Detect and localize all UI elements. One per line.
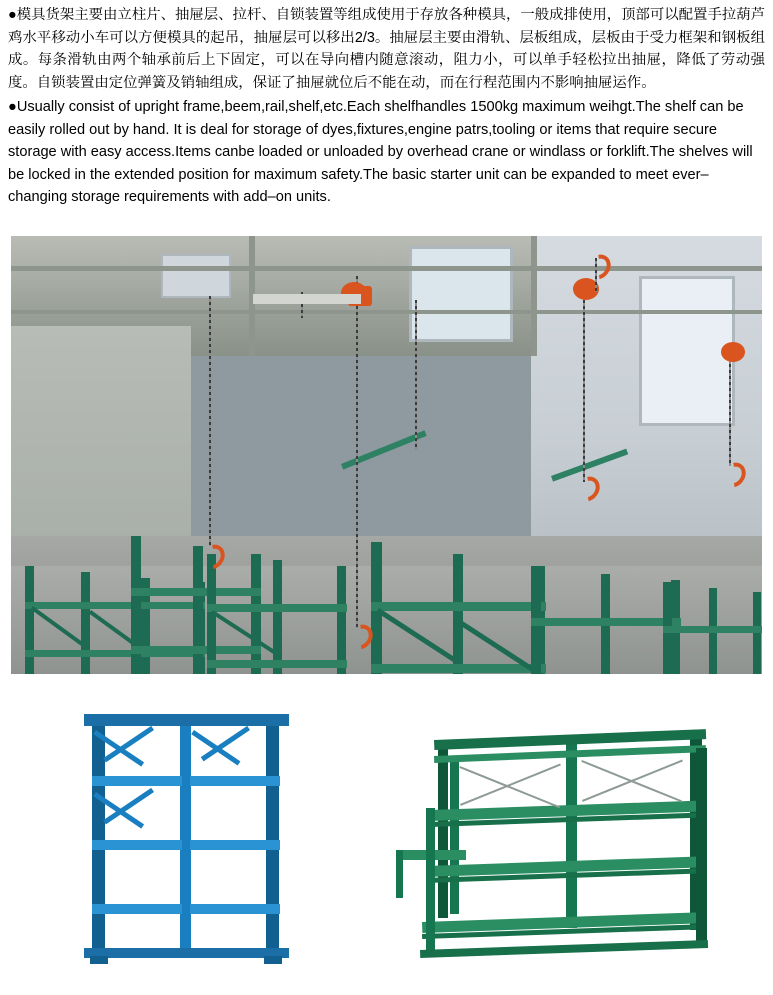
rack-row-right — [531, 566, 681, 674]
rack-row-far-right — [663, 582, 762, 674]
green-rack-post — [566, 738, 577, 928]
photo-hoist-arm — [341, 430, 427, 469]
blue-rack-foot — [90, 956, 108, 964]
green-rack-post — [450, 756, 459, 914]
blue-rack-post — [266, 718, 279, 950]
green-rack-wire-brace — [460, 764, 561, 806]
blue-rack-post — [180, 718, 191, 950]
rack-row-left-2 — [207, 554, 347, 674]
green-rack-extended-drawer-side — [396, 850, 403, 898]
photo-chain — [209, 296, 211, 546]
photo-chain — [729, 346, 731, 466]
blue-rack-base — [84, 948, 289, 958]
photo-ceiling-beam — [11, 310, 762, 314]
photo-chain-hoist — [721, 342, 745, 362]
photo-chain — [583, 282, 585, 482]
green-rack-front-post — [426, 808, 435, 956]
blue-rack-drawer — [92, 904, 182, 914]
blue-rack-drawer — [190, 776, 280, 786]
photo-overhead-rail — [253, 294, 361, 304]
blue-rack-foot — [264, 956, 282, 964]
photo-ceiling-beam — [11, 266, 762, 271]
photo-chain — [356, 276, 358, 628]
blue-rack-drawer — [92, 776, 182, 786]
description-text-block — [8, 4, 765, 209]
rack-row-center — [371, 542, 546, 674]
paragraph-english: ●Usually consist of upright frame,beem,rail,shelf,etc.Each shelfhandles 1500kg maximum weihgt.The shelf can be easily rolled out by hand. It is deal for storage of dyes,fixtures,engine patrs,tooling or items that require secure storage with easy access.Items canbe loaded or unloaded by overhead crane or windlass or forklift.The shelves will be locked in the extended position for maximum safety.The basic starter unit can be expanded to meet ever–changing storage requirements with add–on units. — [8, 99, 753, 206]
blue-rack-photo — [34, 700, 354, 985]
blue-rack-post — [92, 718, 105, 950]
green-rack-front-post — [696, 748, 707, 946]
blue-rack-drawer — [92, 840, 182, 850]
green-rack-post — [438, 748, 448, 918]
paragraph-chinese: ●模具货架主要由立柱片、抽屉层、拉杆、自锁装置等组成使用于存放各种模具，一般成排使用，顶部可以配置手拉葫芦鸡水平移动小车可以方便模具的起吊，抽屉层可以移出2/3。抽屉层主要由滑轨、层板组成，层板由于受力框架和钢板组成。每条滑轨由两个轴承前后上下固定，可以在导向槽内随意滚动，阻力小，可以单手轻松拉出抽屉，降低了劳动强度。自锁装置由定位弹簧及销轴组成，保证了抽屉就位后不能在动，而在行程范围内不影响抽屉运作。 — [8, 7, 766, 91]
blue-rack-drawer — [190, 840, 280, 850]
main-warehouse-photo — [11, 236, 762, 674]
green-rack-wire-brace — [459, 766, 560, 808]
blue-rack-drawer — [190, 904, 280, 914]
photo-window-center — [409, 246, 513, 342]
photo-ceiling-column — [531, 236, 537, 356]
photo-window-left — [161, 254, 231, 298]
green-rack-photo — [390, 700, 760, 985]
photo-chain — [415, 300, 417, 450]
green-rack-base — [420, 940, 708, 958]
blue-rack-top — [84, 714, 289, 726]
